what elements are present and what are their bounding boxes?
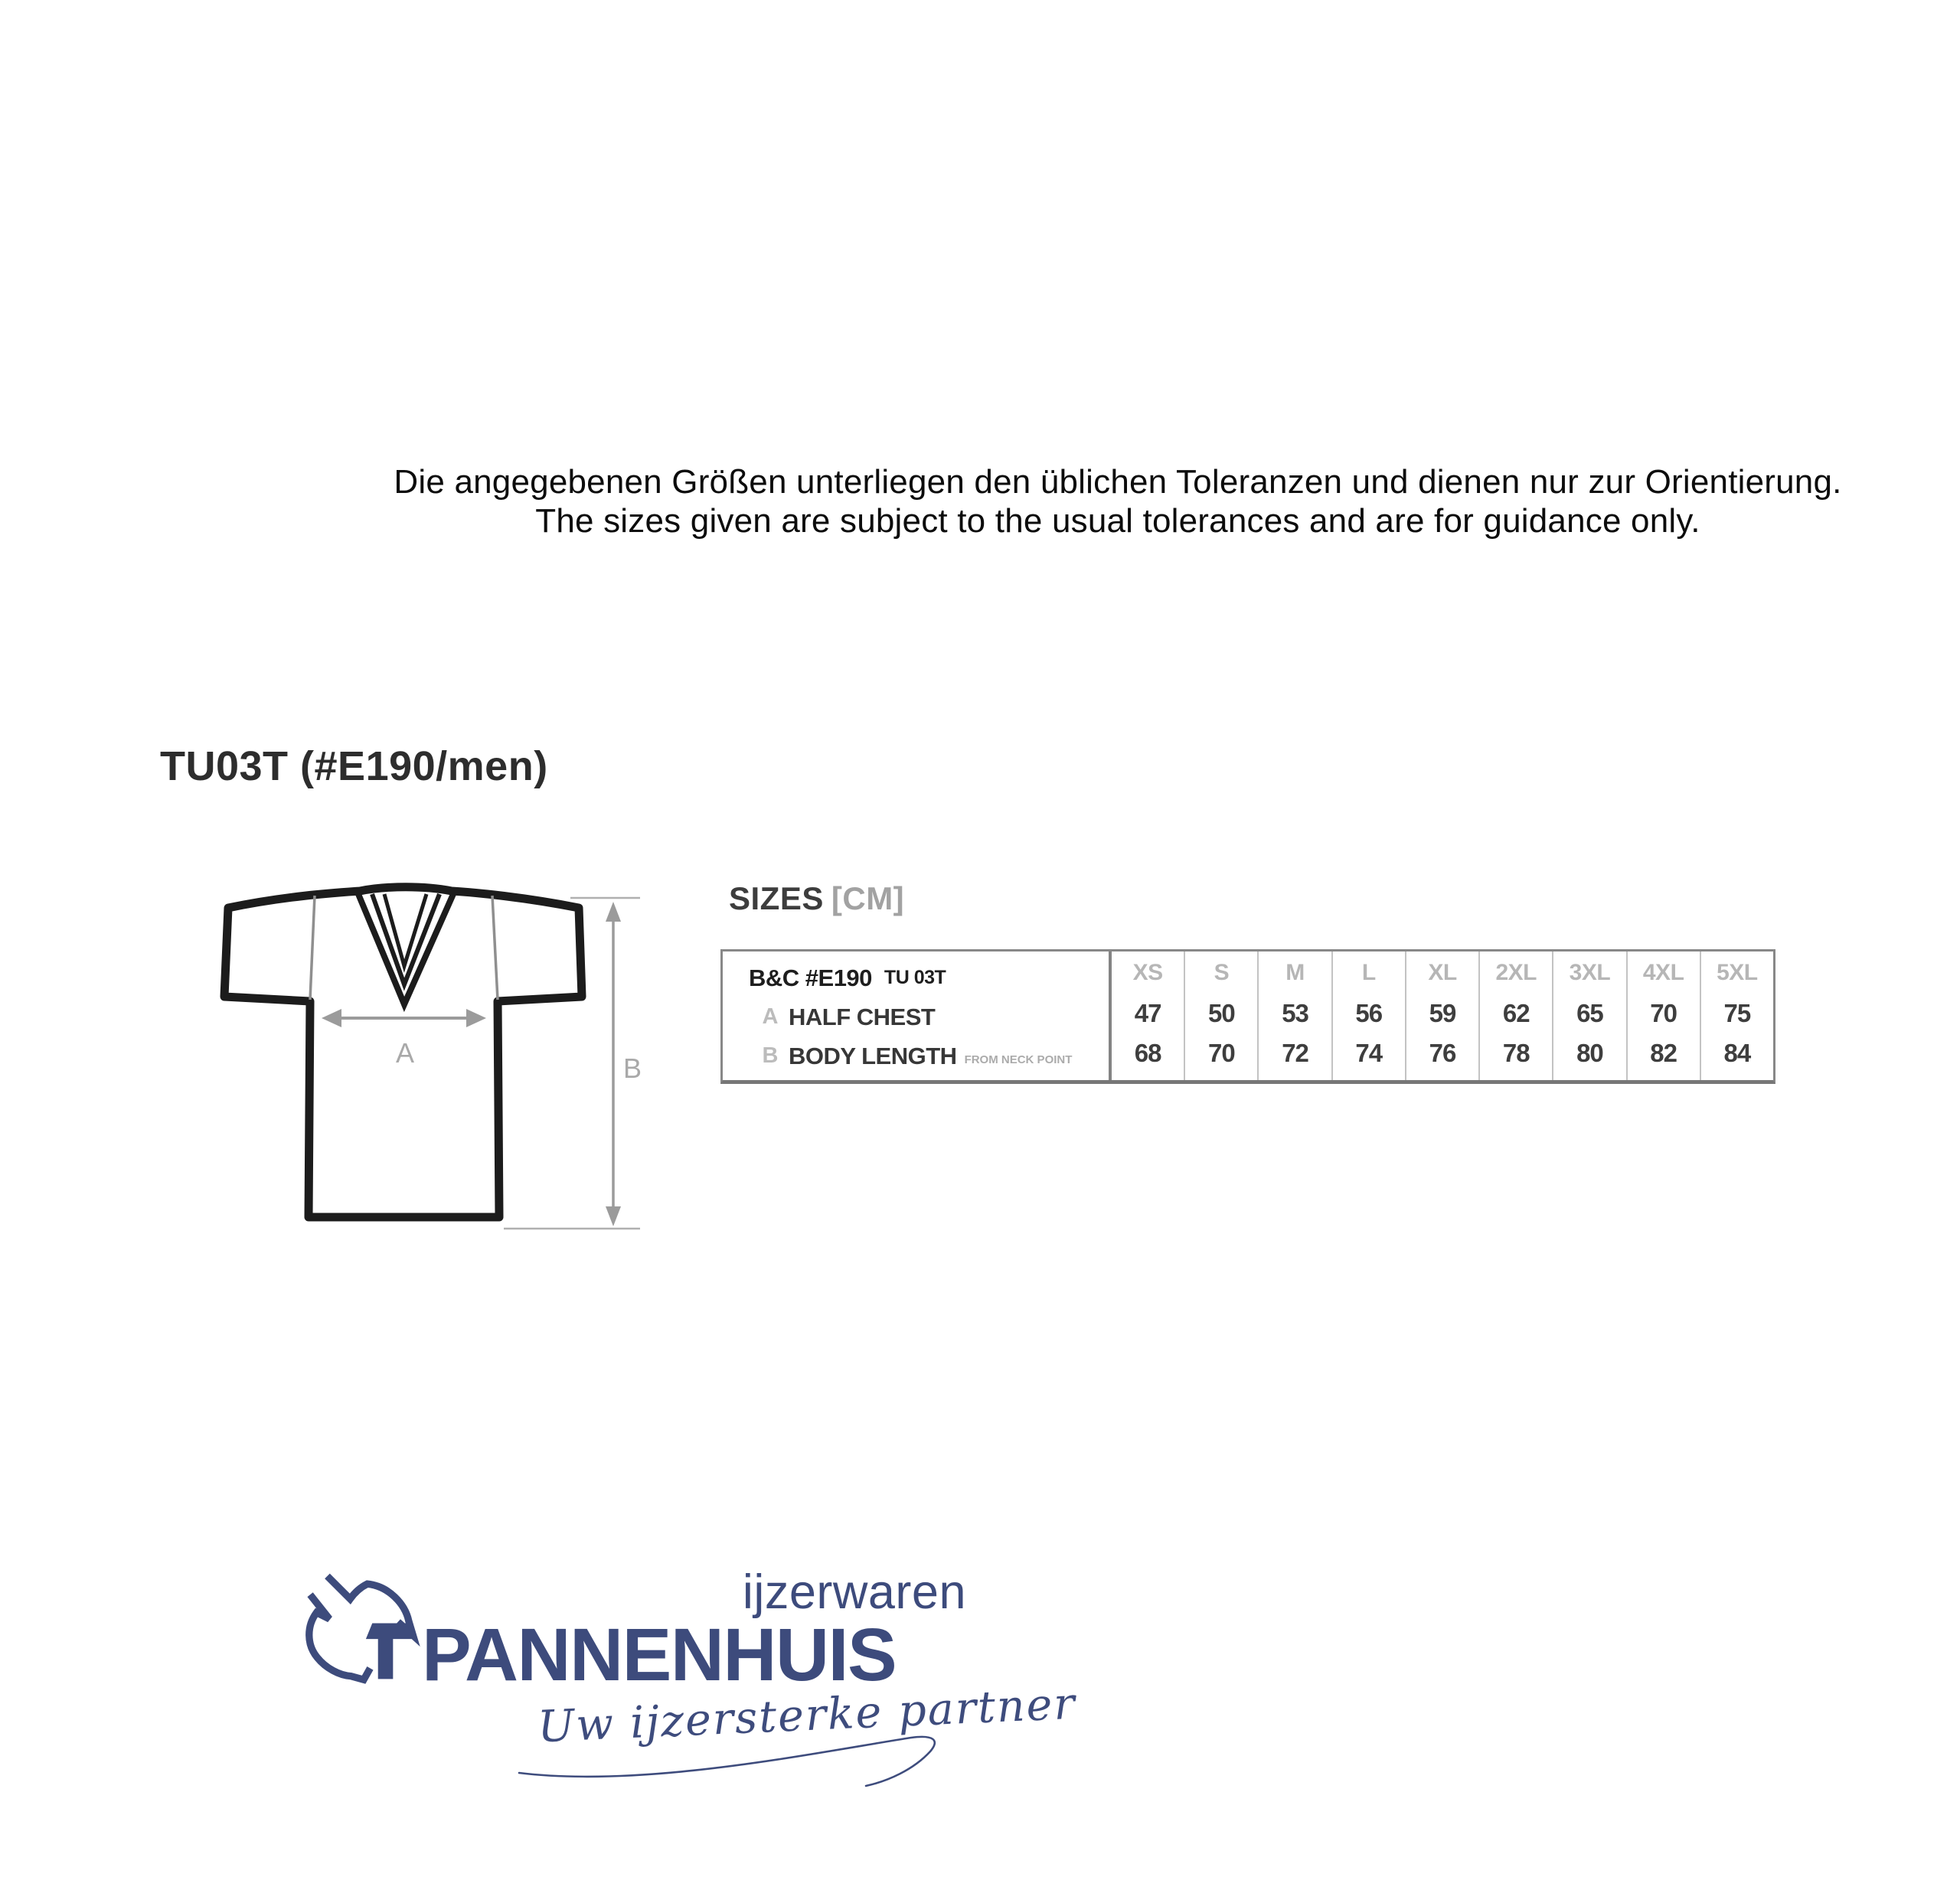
body-length-arrowhead-bottom xyxy=(606,1206,621,1226)
sizes-heading xyxy=(729,880,904,917)
size-label: M xyxy=(1285,959,1305,985)
half-chest-value: 47 xyxy=(1134,999,1161,1027)
body-length-value: 84 xyxy=(1723,1039,1751,1067)
half-chest-label: A xyxy=(396,1037,415,1069)
size-columns xyxy=(1112,952,1773,1080)
half-chest-row-label xyxy=(749,997,1109,1036)
size-table xyxy=(720,949,1775,1084)
size-column-xl xyxy=(1405,952,1478,1080)
size-column-m xyxy=(1257,952,1331,1080)
size-label: S xyxy=(1214,959,1230,985)
size-label: 3XL xyxy=(1569,959,1611,985)
disclaimer-line-english: The sizes given are subject to the usual tolerances and are for guidance only. xyxy=(535,502,1700,540)
body-length-value: 78 xyxy=(1502,1039,1530,1067)
product-code: B&C #E190 xyxy=(749,964,872,991)
row-key-b: B xyxy=(762,1043,778,1068)
tshirt-measurement-diagram xyxy=(207,873,651,1248)
size-column-4xl xyxy=(1626,952,1700,1080)
body-length-value: 80 xyxy=(1576,1039,1603,1067)
size-column-5xl xyxy=(1700,952,1773,1080)
sizes-heading-unit: [CM] xyxy=(831,880,905,916)
half-chest-label-text: HALF CHEST xyxy=(789,1003,936,1030)
body-length-value: 76 xyxy=(1429,1039,1456,1067)
size-column-s xyxy=(1184,952,1257,1080)
body-length-value: 74 xyxy=(1355,1039,1383,1067)
body-length-row-label xyxy=(749,1036,1109,1076)
body-length-arrowhead-top xyxy=(606,902,621,922)
body-length-label-text: BODY LENGTH xyxy=(789,1042,957,1069)
logo-tagline: Uw ijzersterke partner xyxy=(536,1678,1077,1753)
half-chest-value: 56 xyxy=(1355,999,1383,1027)
size-table-product-row xyxy=(749,958,1109,997)
size-column-2xl xyxy=(1478,952,1552,1080)
size-label: 2XL xyxy=(1495,959,1537,985)
size-label: 4XL xyxy=(1642,959,1684,985)
size-label: XL xyxy=(1428,959,1457,985)
logo-tagline-swoosh xyxy=(514,1728,955,1805)
pannenhuis-logo-icon xyxy=(300,1563,429,1695)
body-length-value: 68 xyxy=(1134,1039,1161,1067)
half-chest-value: 53 xyxy=(1282,999,1308,1027)
half-chest-value: 50 xyxy=(1207,999,1235,1027)
product-title: TU03T (#E190/men) xyxy=(160,743,548,789)
body-length-value: 72 xyxy=(1282,1039,1308,1067)
half-chest-value: 75 xyxy=(1723,999,1751,1027)
size-label: 5XL xyxy=(1717,959,1758,985)
body-length-note: FROM NECK POINT xyxy=(964,1053,1073,1066)
size-column-xs xyxy=(1112,952,1184,1080)
disclaimer-line-german: Die angegebenen Größen unterliegen den üblichen Toleranzen und dienen nur zur Orientierung. xyxy=(394,463,1842,501)
size-column-3xl xyxy=(1552,952,1625,1080)
body-length-value: 70 xyxy=(1207,1039,1235,1067)
half-chest-value: 59 xyxy=(1429,999,1456,1027)
size-table-label-column xyxy=(723,952,1112,1080)
size-label: L xyxy=(1361,959,1376,985)
logo-mark-t xyxy=(366,1624,413,1679)
half-chest-value: 70 xyxy=(1650,999,1677,1027)
disclaimer xyxy=(291,462,1945,540)
size-label: XS xyxy=(1132,959,1163,985)
sizes-heading-text: SIZES xyxy=(729,880,824,916)
product-model: TU 03T xyxy=(884,967,946,988)
body-length-label: B xyxy=(623,1053,642,1084)
row-key-a: A xyxy=(762,1004,778,1029)
half-chest-value: 62 xyxy=(1502,999,1530,1027)
body-length-value: 82 xyxy=(1650,1039,1677,1067)
logo-line-ijzerwaren: ijzerwaren xyxy=(742,1565,966,1619)
size-column-l xyxy=(1331,952,1405,1080)
swoosh-curve xyxy=(519,1737,935,1786)
half-chest-value: 65 xyxy=(1576,999,1603,1027)
logo-mark-lower-stroke xyxy=(309,1595,371,1679)
logo-line-pannenhuis: PANNENHUIS xyxy=(422,1613,897,1696)
